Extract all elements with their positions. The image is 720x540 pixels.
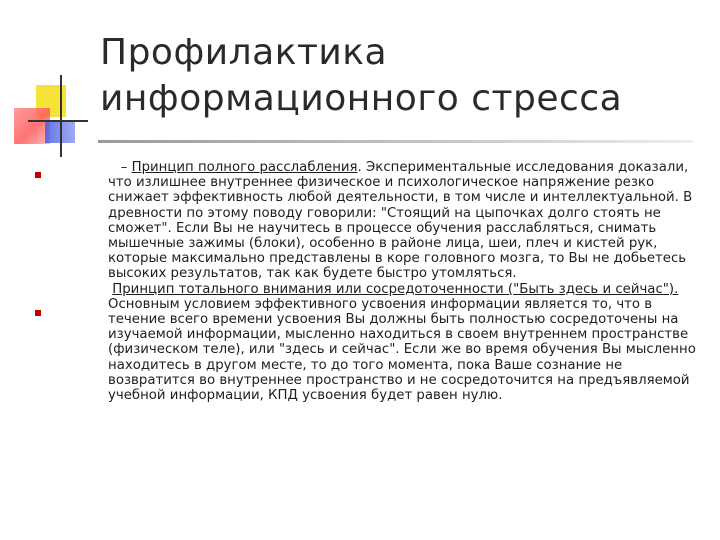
- bullet-2-text: Основным условием эффективного усвоения информации является то, что в течение всего времени усвоения Вы должны быть полностью сосредоточены на изучаемой информации, мысленно находиться в своем внутреннем пространстве (физическом теле), или "здесь и сейчас". Если же во время обучения Вы мысленно находитесь в другом месте, то до того момента, пока Ваше сознание не возвратится во внутреннее пространство и не сосредоточится на предъявляемой учебной информации, КПД усвоения будет равен нулю.: [108, 296, 696, 404]
- bullet-marker-2: [35, 310, 41, 316]
- bullet-1-text: . Экспериментальные исследования доказали, что излишнее внутреннее физическое и психологическое напряжение резко снижает эффективность любой деятельности, в том числе и интеллектуальной. В древности по этому поводу говорили: "Стоящий на цыпочках долго стоять не сможет". Если Вы не научитесь в процессе обучения расслабляться, снимать мышечные зажимы (блоки), особенно в районе лица, шеи, плеч и кистей рук, которые максимально представлены в коре головного мозга, то Вы не добьетесь высоких результатов, так как будете быстро утомляться.: [108, 160, 693, 282]
- title-line-1: Профилактика: [100, 32, 388, 73]
- slide-body: [108, 160, 708, 403]
- title-line-2: информационного стресса: [100, 78, 623, 119]
- bullet-paragraph-2: [108, 282, 708, 404]
- decor-vertical-line: [60, 75, 62, 157]
- decor-horizontal-line: [28, 120, 88, 122]
- bullet-paragraph-1: [108, 160, 708, 282]
- bullet-1-heading: Принцип полного расслабления: [131, 160, 358, 175]
- slide-title: [100, 30, 700, 122]
- bullet-marker-1: [35, 172, 41, 178]
- title-underline-rule: [98, 140, 693, 143]
- bullet-2-heading: Принцип тотального внимания или сосредоточенности ("Быть здесь и сейчас").: [112, 281, 679, 297]
- bullet-1-lead: –: [120, 160, 132, 175]
